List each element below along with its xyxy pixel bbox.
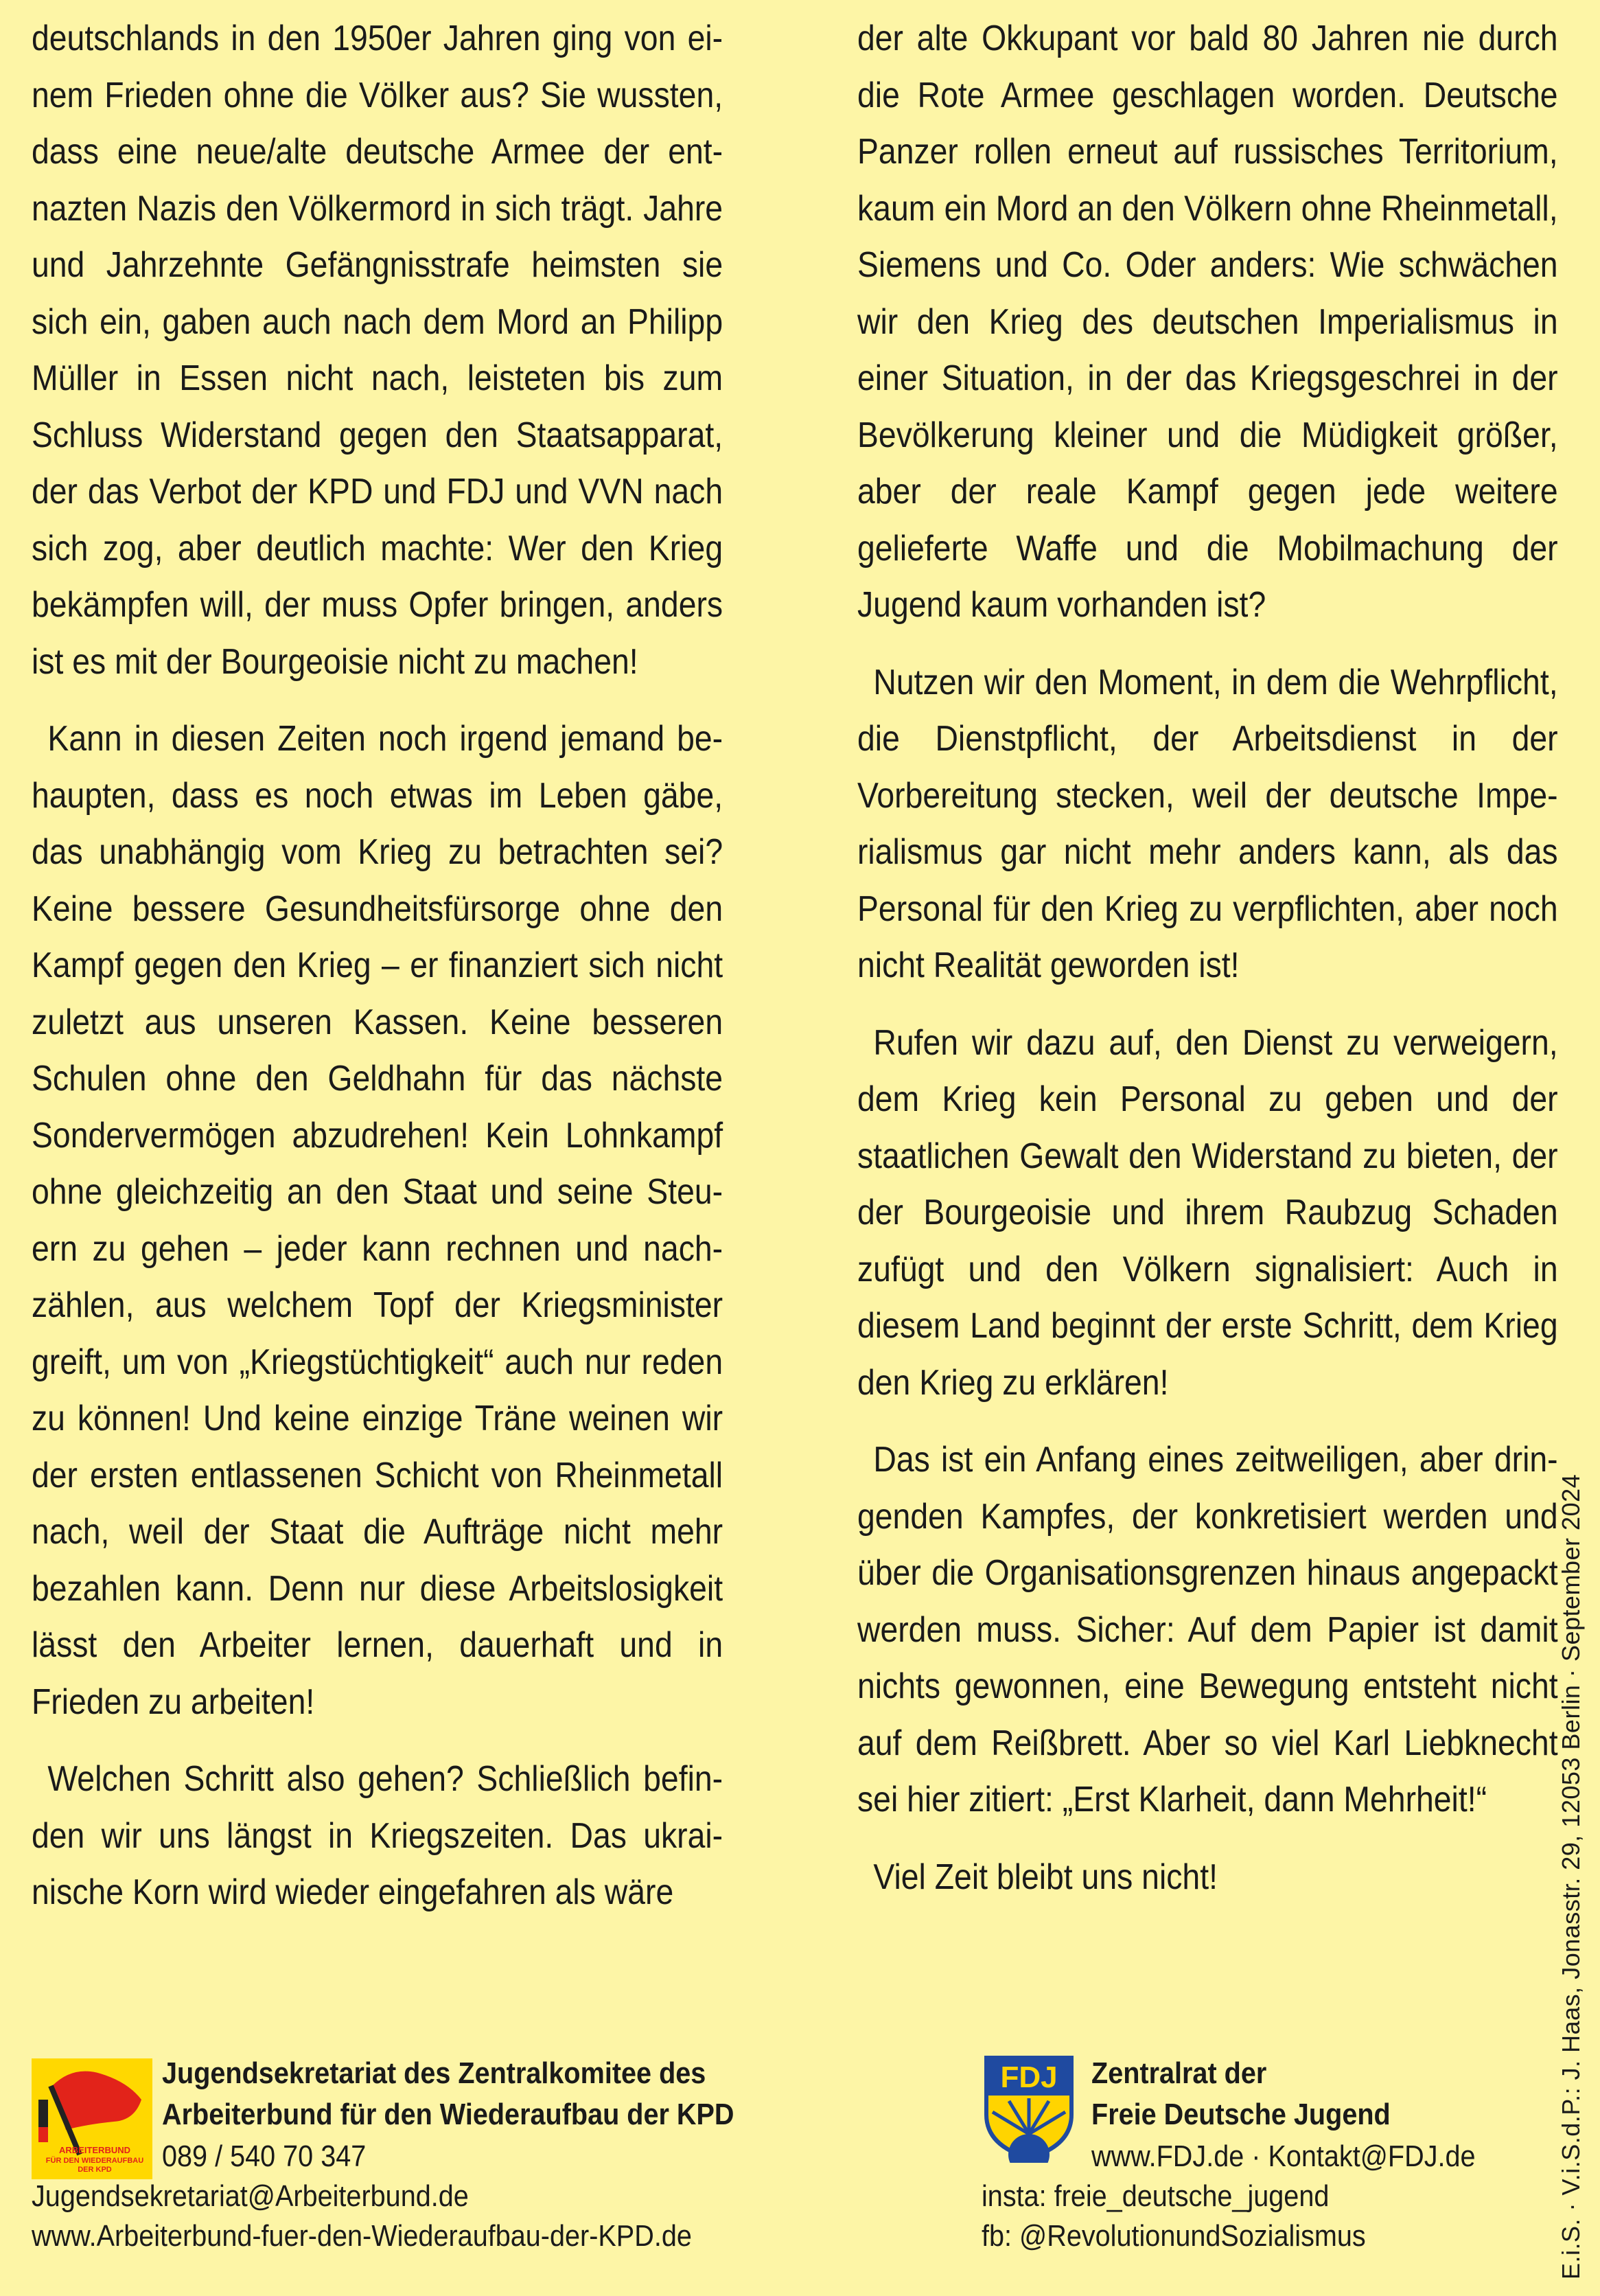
instagram-handle[interactable]: insta: freie_deutsche_jugend [982,2179,1330,2213]
logo-text: ARBEITERBUND [59,2145,130,2155]
paragraph: der alte Okkupant vor bald 80 Jahren nie durch die Rote Armee geschlagen worden. Deutsche Panzer rollen erneut auf russisches Territorium, kaum ein Mord an den Völkern ohne Rheinmetall, Siemens und Co. Oder anders: Wie schwächen wir den Krieg des deutschen Imperialismus in einer Situation, in der das Kriegsgeschrei in der Bevölkerung kleiner und die Müdigkeit größer, aber der reale Kampf gegen jede weitere gelieferte Waffe und die Mobilmachung der Jugend kaum vorhanden ist? [857,18,1558,624]
contact-links[interactable]: www.FDJ.de · Kontakt@FDJ.de [1091,2139,1476,2173]
paragraph: Welchen Schritt also gehen? Schließlich befinden wir uns längst in Kriegszeiten. Das ukrainische Korn wird wieder eingefahren als wäre [32,1758,723,1912]
email-link[interactable]: Jugendsekretariat@Arbeiterbund.de [32,2179,469,2213]
logo-text: FÜR DEN WIEDERAUFBAU [45,2157,144,2165]
arbeiterbund-logo [32,2058,152,2179]
left-text-column [32,10,723,1941]
paragraph: Kann in diesen Zeiten noch irgend jemand behaupten, dass es noch etwas im Leben gäbe, das unabhängig vom Krieg zu betrachten sei? Keine bessere Gesundheitsfürsorge ohne den Kampf gegen den Krieg – er finanziert sich nicht zuletzt aus unseren Kassen. Keine besseren Schulen ohne den Geldhahn für das nächste Sondervermögen abzudrehen! Kein Lohnkampf ohne gleichzeitig an den Staat und seine Steuern zu gehen – jeder kann rechnen und nachzählen, aus welchem Topf der Kriegsminister greift, um von „Kriegstüchtigkeit“ auch nur reden zu können! Und keine einzige Träne weinen wir der ersten entlassenen Schicht von Rheinmetall nach, weil der Staat die Aufträge nicht mehr bezahlen kann. Denn nur diese Arbeitslosigkeit lässt den Arbeiter lernen, dauerhaft und in Frieden zu arbeiten! [32,718,723,1721]
paragraph: deutschlands in den 1950er Jahren ging von einem Frieden ohne die Völker aus? Sie wussten, dass eine neue/alte deutsche Armee der entnazten Nazis den Völkermord in sich trägt. Jahre und Jahrzehnte Gefängnisstrafe heimsten sie sich ein, gaben auch nach dem Mord an Philipp Müller in Essen nicht nach, leisteten bis zum Schluss Widerstand gegen den Staatsapparat, der das Verbot der KPD und FDJ und VVN nach sich zog, aber deutlich machte: Wer den Krieg bekämpfen will, der muss Opfer bringen, anders ist es mit der Bourgeoisie nicht zu machen! [32,18,723,681]
org-name-line: Arbeiterbund für den Wiederaufbau der KPD [162,2098,734,2131]
paragraph: Nutzen wir den Moment, in dem die Wehrpflicht, die Dienstpflicht, der Arbeitsdienst in der Vorbereitung stecken, weil der deutsche Imperialismus gar nicht mehr anders kann, als das Personal für den Krieg zu verpflichten, aber noch nicht Realität geworden ist! [857,661,1558,985]
paragraph: Viel Zeit bleibt uns nicht! [873,1856,1218,1896]
right-text-column [857,10,1558,1925]
logo-text: FDJ [1000,2060,1058,2094]
facebook-handle[interactable]: fb: @RevolutionundSozialismus [982,2219,1366,2253]
paragraph: Rufen wir dazu auf, den Dienst zu verweigern, dem Krieg kein Personal zu geben und der staatlichen Gewalt den Widerstand zu bieten, der der Bourgeoisie und ihrem Raubzug Schaden zufügt und den Völkern signalisiert: Auch in diesem Land beginnt der erste Schritt, dem Krieg den Krieg zu erklären! [857,1022,1558,1402]
org-name-line: Jugendsekretariat des Zentralkomitee des [162,2056,706,2090]
phone-number: 089 / 540 70 347 [162,2139,367,2173]
imprint-vertical: E.i.S. · V.i.S.d.P.: J. Haas, Jonasstr. 29, 12053 Berlin · September 2024 [1557,1473,1585,2280]
org-name-line: Zentralrat der [1091,2056,1267,2090]
logo-text: DER KPD [78,2166,112,2174]
org-name-line: Freie Deutsche Jugend [1091,2098,1391,2131]
website-link[interactable]: www.Arbeiterbund-fuer-den-Wiederaufbau-der-KPD.de [32,2219,692,2253]
fdj-logo [982,2053,1076,2163]
paragraph: Das ist ein Anfang eines zeitweiligen, aber dringenden Kampfes, der konkretisiert werden und über die Organisationsgrenzen hinaus angepackt werden muss. Sicher: Auf dem Papier ist damit nichts gewonnen, eine Bewegung entsteht nicht auf dem Reißbrett. Aber so viel Karl Liebknecht sei hier zitiert: „Erst Klarheit, dann Mehrheit!“ [857,1439,1558,1819]
